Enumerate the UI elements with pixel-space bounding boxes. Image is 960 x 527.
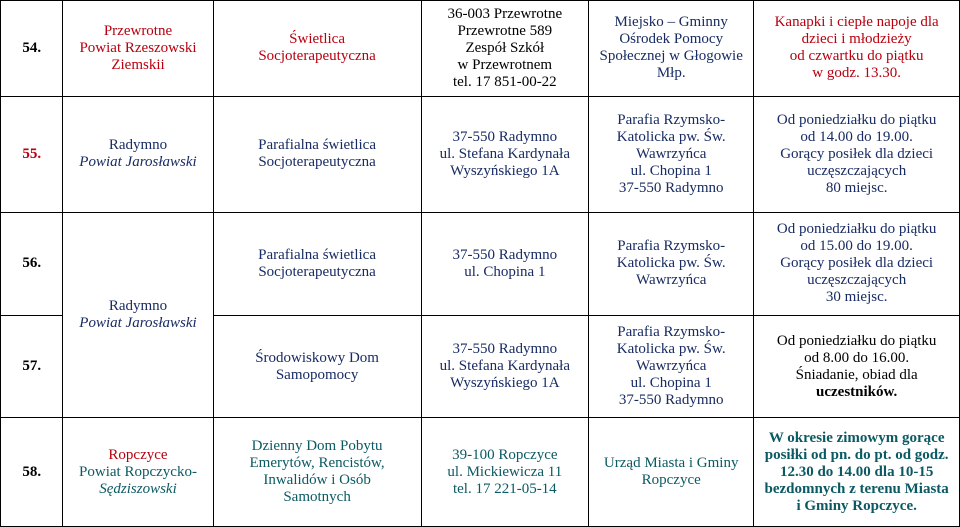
type-cell: Środowiskowy Dom Samopomocy xyxy=(213,315,421,418)
organizer-cell: Parafia Rzymsko- Katolicka pw. Św. Wawrzyńca ul. Chopina 1 37-550 Radymno xyxy=(589,96,754,213)
address-cell: 36-003 Przewrotne Przewrotne 589 Zespół Szkół w Przewrotnem tel. 17 851-00-22 xyxy=(421,1,589,97)
town-cell: Ropczyce Powiat Ropczycko- Sędziszowski xyxy=(63,418,213,527)
hours-cell: Od poniedziałku do piątku od 15.00 do 19.00. Gorący posiłek dla dzieci uczęszczających 30 miejsc. xyxy=(754,213,960,316)
hours-cell: Kanapki i ciepłe napoje dla dzieci i młodzieży od czwartku do piątku w godz. 13.30. xyxy=(754,1,960,97)
town-cell: Przewrotne Powiat Rzeszowski Ziemskii xyxy=(63,1,213,97)
hours-cell: Od poniedziałku do piątku od 14.00 do 19.00. Gorący posiłek dla dzieci uczęszczających 80 miejsc. xyxy=(754,96,960,213)
address-cell: 37-550 Radymno ul. Stefana Kardynała Wyszyńskiego 1A xyxy=(421,315,589,418)
type-cell: Świetlica Socjoterapeutyczna xyxy=(213,1,421,97)
organizer-cell: Urząd Miasta i Gminy Ropczyce xyxy=(589,418,754,527)
type-cell: Parafialna świetlica Socjoterapeutyczna xyxy=(213,213,421,316)
table-row xyxy=(1,213,960,316)
table-row xyxy=(1,418,960,527)
town-cell: Radymno Powiat Jarosławski xyxy=(63,96,213,213)
row-number: 56. xyxy=(1,213,63,316)
row-number: 55. xyxy=(1,96,63,213)
table-row xyxy=(1,96,960,213)
row-number: 54. xyxy=(1,1,63,97)
address-cell: 37-550 Radymno ul. Stefana Kardynała Wyszyńskiego 1A xyxy=(421,96,589,213)
table-row xyxy=(1,1,960,97)
address-cell: 39-100 Ropczyce ul. Mickiewicza 11 tel. 17 221-05-14 xyxy=(421,418,589,527)
town-cell: Radymno Powiat Jarosławski xyxy=(63,213,213,418)
hours-cell: Od poniedziałku do piątku od 8.00 do 16.00. Śniadanie, obiad dla uczestników. xyxy=(754,315,960,418)
row-number: 58. xyxy=(1,418,63,527)
organizer-cell: Parafia Rzymsko- Katolicka pw. Św. Wawrzyńca ul. Chopina 1 37-550 Radymno xyxy=(589,315,754,418)
type-cell: Dzienny Dom Pobytu Emerytów, Rencistów, Inwalidów i Osób Samotnych xyxy=(213,418,421,527)
address-cell: 37-550 Radymno ul. Chopina 1 xyxy=(421,213,589,316)
hours-cell: W okresie zimowym gorące posiłki od pn. do pt. od godz. 12.30 do 14.00 dla 10-15 bezdomnych z terenu Miasta i Gminy Ropczyce. xyxy=(754,418,960,527)
organizer-cell: Miejsko – Gminny Ośrodek Pomocy Społecznej w Głogowie Młp. xyxy=(589,1,754,97)
row-number: 57. xyxy=(1,315,63,418)
organizer-cell: Parafia Rzymsko- Katolicka pw. Św. Wawrzyńca xyxy=(589,213,754,316)
type-cell: Parafialna świetlica Socjoterapeutyczna xyxy=(213,96,421,213)
